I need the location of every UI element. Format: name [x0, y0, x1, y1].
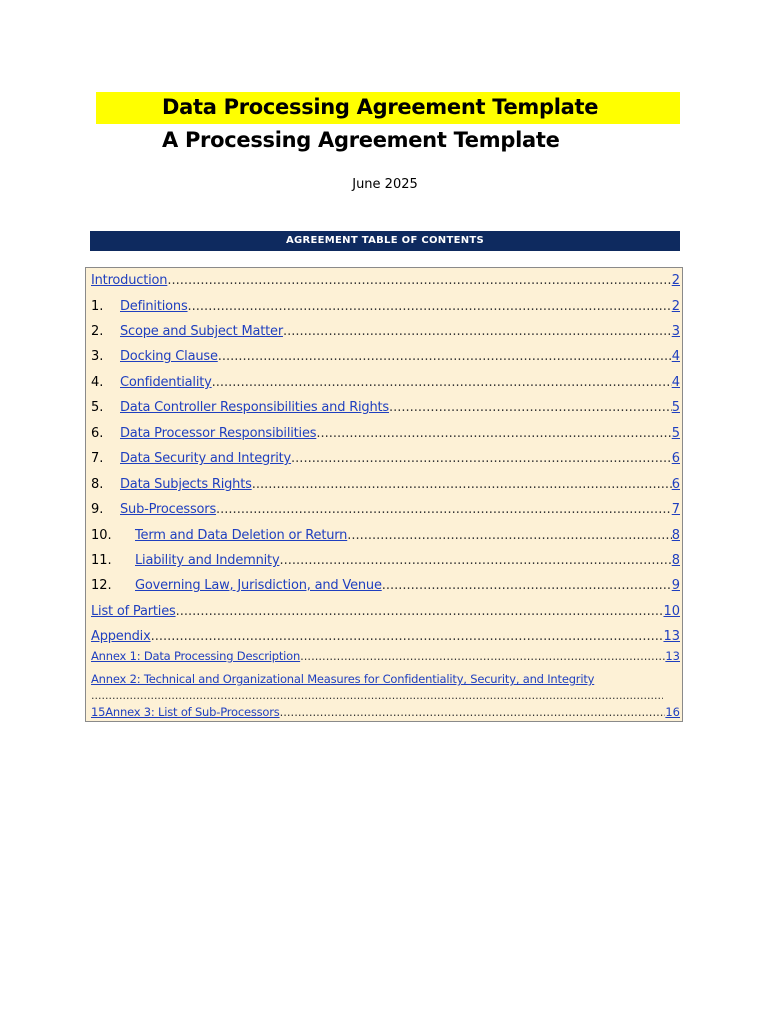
dot-leader: [279, 552, 671, 570]
dot-leader: [347, 527, 671, 545]
toc-entry-list-of-parties[interactable]: [91, 603, 680, 621]
toc-number: 9.: [91, 502, 104, 517]
toc-link[interactable]: Annex 1: Data Processing Description: [91, 649, 301, 663]
toc-link[interactable]: Sub-Processors: [120, 502, 217, 517]
toc-number: 5.: [91, 400, 104, 415]
toc-entry-annex-3[interactable]: [91, 703, 680, 721]
dot-leader: [300, 647, 665, 665]
toc-entry-subjects[interactable]: [91, 476, 680, 494]
toc-link[interactable]: Confidentiality: [120, 375, 212, 390]
toc-page[interactable]: 7: [671, 502, 680, 517]
document-title: Data Processing Agreement Template: [162, 95, 599, 119]
dot-leader: [316, 425, 671, 443]
toc-entry-annex-2[interactable]: [91, 670, 680, 688]
document-subtitle: A Processing Agreement Template: [162, 128, 560, 152]
toc-entry-security[interactable]: [91, 450, 680, 468]
toc-page[interactable]: 5: [671, 400, 680, 415]
toc-page[interactable]: 4: [671, 375, 680, 390]
toc-page[interactable]: 6: [671, 477, 680, 492]
toc-page[interactable]: 16: [665, 705, 680, 719]
dot-leader: [389, 399, 672, 417]
toc-number: 4.: [91, 375, 104, 390]
toc-entry-sub-processors[interactable]: [91, 501, 680, 519]
toc-link[interactable]: Introduction: [91, 273, 168, 288]
toc-link[interactable]: Term and Data Deletion or Return: [135, 528, 348, 543]
dot-leader: [382, 577, 672, 595]
toc-page[interactable]: 3: [671, 324, 680, 339]
toc-link[interactable]: Data Subjects Rights: [120, 477, 252, 492]
toc-link[interactable]: Definitions: [120, 299, 188, 314]
toc-page[interactable]: 5: [671, 426, 680, 441]
dot-leader: [218, 348, 672, 366]
toc-link[interactable]: Annex 2: Technical and Organizational Measures for Confidentiality, Security, and Integrity: [91, 672, 595, 686]
toc-entry-liability[interactable]: [91, 552, 680, 570]
toc-page[interactable]: 2: [671, 299, 680, 314]
toc-number: 11.: [91, 553, 112, 568]
toc-number: 1.: [91, 299, 104, 314]
toc-number: 12.: [91, 578, 112, 593]
toc-number: 3.: [91, 349, 104, 364]
dot-leader: [167, 272, 671, 290]
toc-link[interactable]: Data Processor Responsibilities: [120, 426, 317, 441]
toc-entry-governing-law[interactable]: [91, 577, 680, 595]
toc-entry-definitions[interactable]: [91, 298, 680, 316]
toc-heading: AGREEMENT TABLE OF CONTENTS: [90, 231, 680, 251]
toc-link[interactable]: Scope and Subject Matter: [120, 324, 283, 339]
toc-number: 10.: [91, 528, 112, 543]
toc-entry-appendix[interactable]: [91, 628, 680, 646]
toc-page[interactable]: 10: [663, 604, 680, 619]
dot-leader: [280, 703, 666, 721]
document-date: June 2025: [352, 177, 418, 192]
dot-leader: [283, 323, 672, 341]
toc-page[interactable]: 9: [671, 578, 680, 593]
toc-page[interactable]: 13: [663, 629, 680, 644]
toc-link[interactable]: List of Parties: [91, 604, 176, 619]
toc-link[interactable]: Appendix: [91, 629, 151, 644]
toc-number: 8.: [91, 477, 104, 492]
dot-leader: [291, 450, 672, 468]
toc-number: 7.: [91, 451, 104, 466]
toc-entry-introduction[interactable]: [91, 272, 680, 290]
toc-page[interactable]: 6: [671, 451, 680, 466]
toc-link[interactable]: 15Annex 3: List of Sub-Processors: [91, 705, 280, 719]
toc-entry-processor[interactable]: [91, 425, 680, 443]
toc-entry-annex-1[interactable]: [91, 647, 680, 665]
toc-link[interactable]: Data Security and Integrity: [120, 451, 292, 466]
toc-number: 2.: [91, 324, 104, 339]
dot-leader: [176, 603, 664, 621]
toc-page[interactable]: 13: [665, 649, 680, 663]
dot-leader: [216, 501, 672, 519]
toc-number: 6.: [91, 426, 104, 441]
dot-leader: [188, 298, 672, 316]
dot-leader: [212, 374, 672, 392]
dot-leader: [91, 689, 663, 703]
toc-link[interactable]: Data Controller Responsibilities and Rights: [120, 400, 389, 415]
toc-page[interactable]: 8: [671, 528, 680, 543]
toc-link[interactable]: Governing Law, Jurisdiction, and Venue: [135, 578, 382, 593]
toc-page[interactable]: 2: [671, 273, 680, 288]
toc-entry-confidentiality[interactable]: [91, 374, 680, 392]
dot-leader: [151, 628, 664, 646]
toc-link[interactable]: Docking Clause: [120, 349, 218, 364]
dot-leader: [252, 476, 672, 494]
toc-entry-docking-clause[interactable]: [91, 348, 680, 366]
toc-entry-controller[interactable]: [91, 399, 680, 417]
toc-page[interactable]: 8: [671, 553, 680, 568]
toc-link[interactable]: Liability and Indemnity: [135, 553, 280, 568]
toc-entry-term[interactable]: [91, 527, 680, 545]
toc-entry-scope[interactable]: [91, 323, 680, 341]
toc-page[interactable]: 4: [671, 349, 680, 364]
